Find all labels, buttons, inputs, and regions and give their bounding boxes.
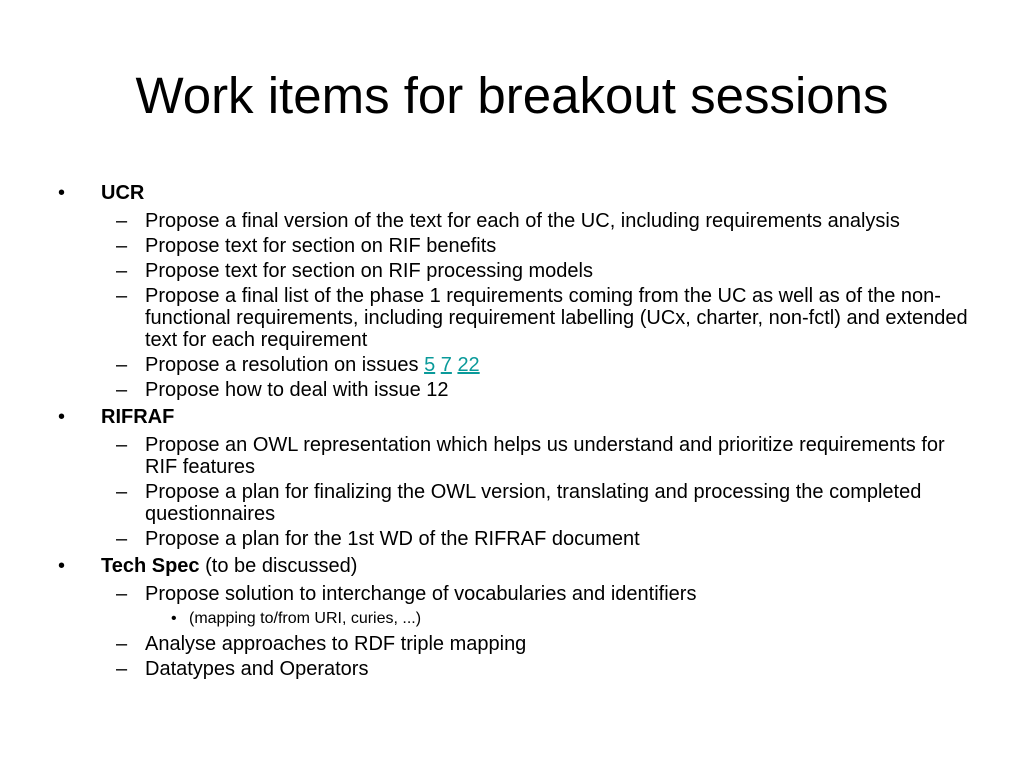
list-item-text: Propose text for section on RIF benefits — [145, 235, 497, 257]
list-item-text: Propose a resolution on issues — [145, 354, 419, 376]
list-item-text: Propose solution to interchange of vocabularies and identifiers — [145, 583, 697, 605]
issue-link-22[interactable]: 22 — [457, 354, 480, 376]
bullet-icon: • — [58, 182, 66, 204]
list-item — [0, 379, 1024, 401]
list-item-text: Propose a plan for finalizing the OWL version, translating and processing the completed questionnaires — [145, 481, 922, 525]
list-item-text: Datatypes and Operators — [145, 658, 369, 680]
section-heading-label: RIFRAF — [101, 406, 175, 428]
bullet-icon: • — [58, 555, 66, 577]
list-item — [0, 260, 1024, 282]
section-heading-label: Tech Spec — [101, 555, 200, 577]
section-heading-tech-spec — [0, 553, 1024, 580]
bullet-icon: • — [58, 406, 66, 428]
list-item-text: Propose text for section on RIF processing models — [145, 260, 593, 282]
dash-icon: – — [116, 583, 128, 605]
sub-list-item-text: (mapping to/from URI, curies, ...) — [189, 610, 422, 627]
list-item — [0, 481, 1024, 525]
section-heading-suffix: (to be discussed) — [205, 555, 358, 577]
list-item-text: Propose a final list of the phase 1 requirements coming from the UC as well as of the non-functional requirements, including requirement labelling (UCx, charter, non-fctl) and extended text for each requirement — [145, 285, 968, 351]
dash-icon: – — [116, 354, 128, 376]
bullet-icon: • — [171, 610, 177, 627]
list-item-issues — [0, 354, 1024, 376]
dash-icon: – — [116, 210, 128, 232]
list-item-text: Propose a plan for the 1st WD of the RIFRAF document — [145, 528, 640, 550]
section-heading-ucr — [0, 180, 1024, 207]
dash-icon: – — [116, 633, 128, 655]
list-item — [0, 658, 1024, 680]
dash-icon: – — [116, 528, 128, 550]
list-item-text: Propose how to deal with issue 12 — [145, 379, 449, 401]
dash-icon: – — [116, 481, 128, 503]
list-item — [0, 210, 1024, 232]
section-heading-rifraf — [0, 404, 1024, 431]
list-item — [0, 633, 1024, 655]
list-item-text: Propose a final version of the text for each of the UC, including requirements analysis — [145, 210, 900, 232]
list-item-text: Propose an OWL representation which helps us understand and prioritize requirements for RIF features — [145, 434, 945, 478]
issue-link-5[interactable]: 5 — [424, 354, 436, 376]
section-heading-wrap — [101, 553, 1024, 580]
dash-icon: – — [116, 260, 128, 282]
list-item — [0, 434, 1024, 478]
list-item-text: Analyse approaches to RDF triple mapping — [145, 633, 527, 655]
dash-icon: – — [116, 658, 128, 680]
slide-title: Work items for breakout sessions — [135, 67, 889, 124]
sub-list-item — [0, 608, 1024, 630]
list-item — [0, 235, 1024, 257]
section-heading-label: UCR — [101, 182, 145, 204]
dash-icon: – — [116, 379, 128, 401]
slide-content — [0, 180, 1024, 683]
list-item — [0, 285, 1024, 351]
dash-icon: – — [116, 235, 128, 257]
dash-icon: – — [116, 285, 128, 307]
dash-icon: – — [116, 434, 128, 456]
issue-link-7[interactable]: 7 — [440, 354, 452, 376]
list-item — [0, 528, 1024, 550]
list-item-text-wrap — [145, 354, 975, 376]
list-item — [0, 583, 1024, 605]
